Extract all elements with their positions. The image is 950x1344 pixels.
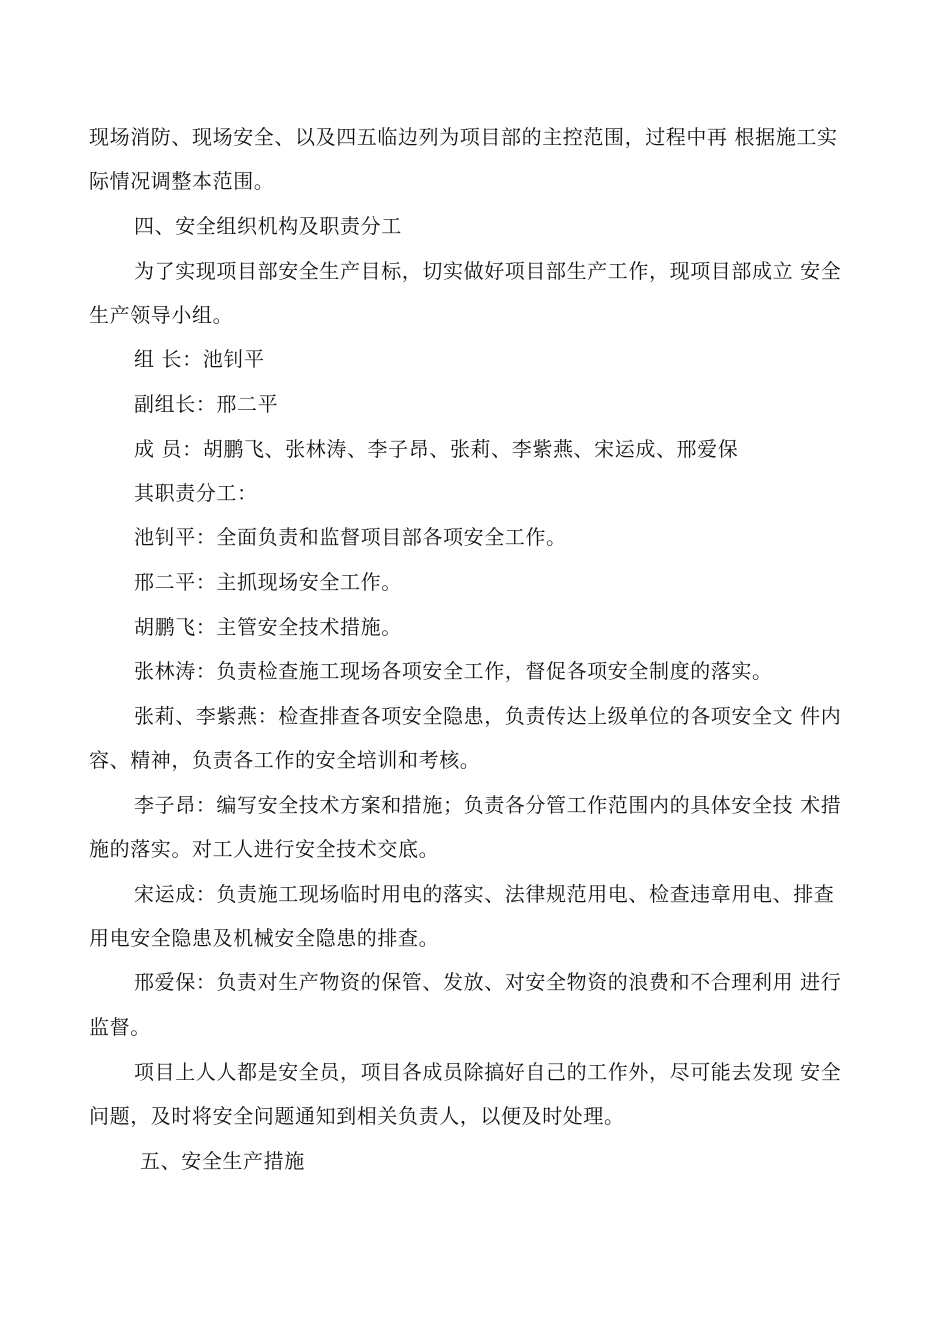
duty-line: 宋运成：负责施工现场临时用电的落实、法律规范用电、检查违章用电、排查 (134, 882, 835, 906)
paragraph-line: 为了实现项目部安全生产目标，切实做好项目部生产工作，现项目部成立 安全 (134, 259, 842, 283)
duty-line: 用电安全隐患及机械安全隐患的排查。 (89, 926, 440, 950)
members-line: 成 员：胡鹏飞、张林涛、李子昂、张莉、李紫燕、宋运成、邢爱保 (134, 437, 739, 461)
paragraph-line: 际情况调整本范围。 (89, 169, 275, 193)
duty-line: 张莉、李紫燕：检查排查各项安全隐患，负责传达上级单位的各项安全文 件内 (134, 704, 842, 728)
duty-line: 容、精神，负责各工作的安全培训和考核。 (89, 748, 481, 772)
duty-line: 池钊平：全面负责和监督项目部各项安全工作。 (134, 525, 567, 549)
paragraph-line: 现场消防、现场安全、以及四五临边列为项目部的主控范围，过程中再 根据施工实 (89, 125, 838, 149)
duty-line: 邢爱保：负责对生产物资的保管、发放、对安全物资的浪费和不合理利用 进行 (134, 970, 842, 994)
paragraph-line: 问题，及时将安全问题通知到相关负责人，以便及时处理。 (89, 1104, 625, 1128)
section-heading-5: 五、安全生产措施 (140, 1149, 305, 1173)
group-leader-line: 组 长：池钊平 (134, 347, 265, 371)
duty-line: 胡鹏飞：主管安全技术措施。 (134, 615, 402, 639)
duty-line: 李子昂：编写安全技术方案和措施；负责各分管工作范围内的具体安全技 术措 (134, 793, 842, 817)
deputy-leader-line: 副组长：邢二平 (134, 392, 279, 416)
duty-line: 施的落实。对工人进行安全技术交底。 (89, 837, 440, 861)
duties-heading: 其职责分工： (134, 481, 258, 505)
duty-line: 监督。 (89, 1015, 151, 1039)
paragraph-line: 项目上人人都是安全员，项目各成员除搞好自己的工作外，尽可能去发现 安全 (134, 1060, 842, 1084)
duty-line: 邢二平：主抓现场安全工作。 (134, 570, 402, 594)
duty-line: 张林涛：负责检查施工现场各项安全工作，督促各项安全制度的落实。 (134, 659, 773, 683)
section-heading-4: 四、安全组织机构及职责分工 (134, 214, 402, 238)
paragraph-line: 生产领导小组。 (89, 303, 234, 327)
